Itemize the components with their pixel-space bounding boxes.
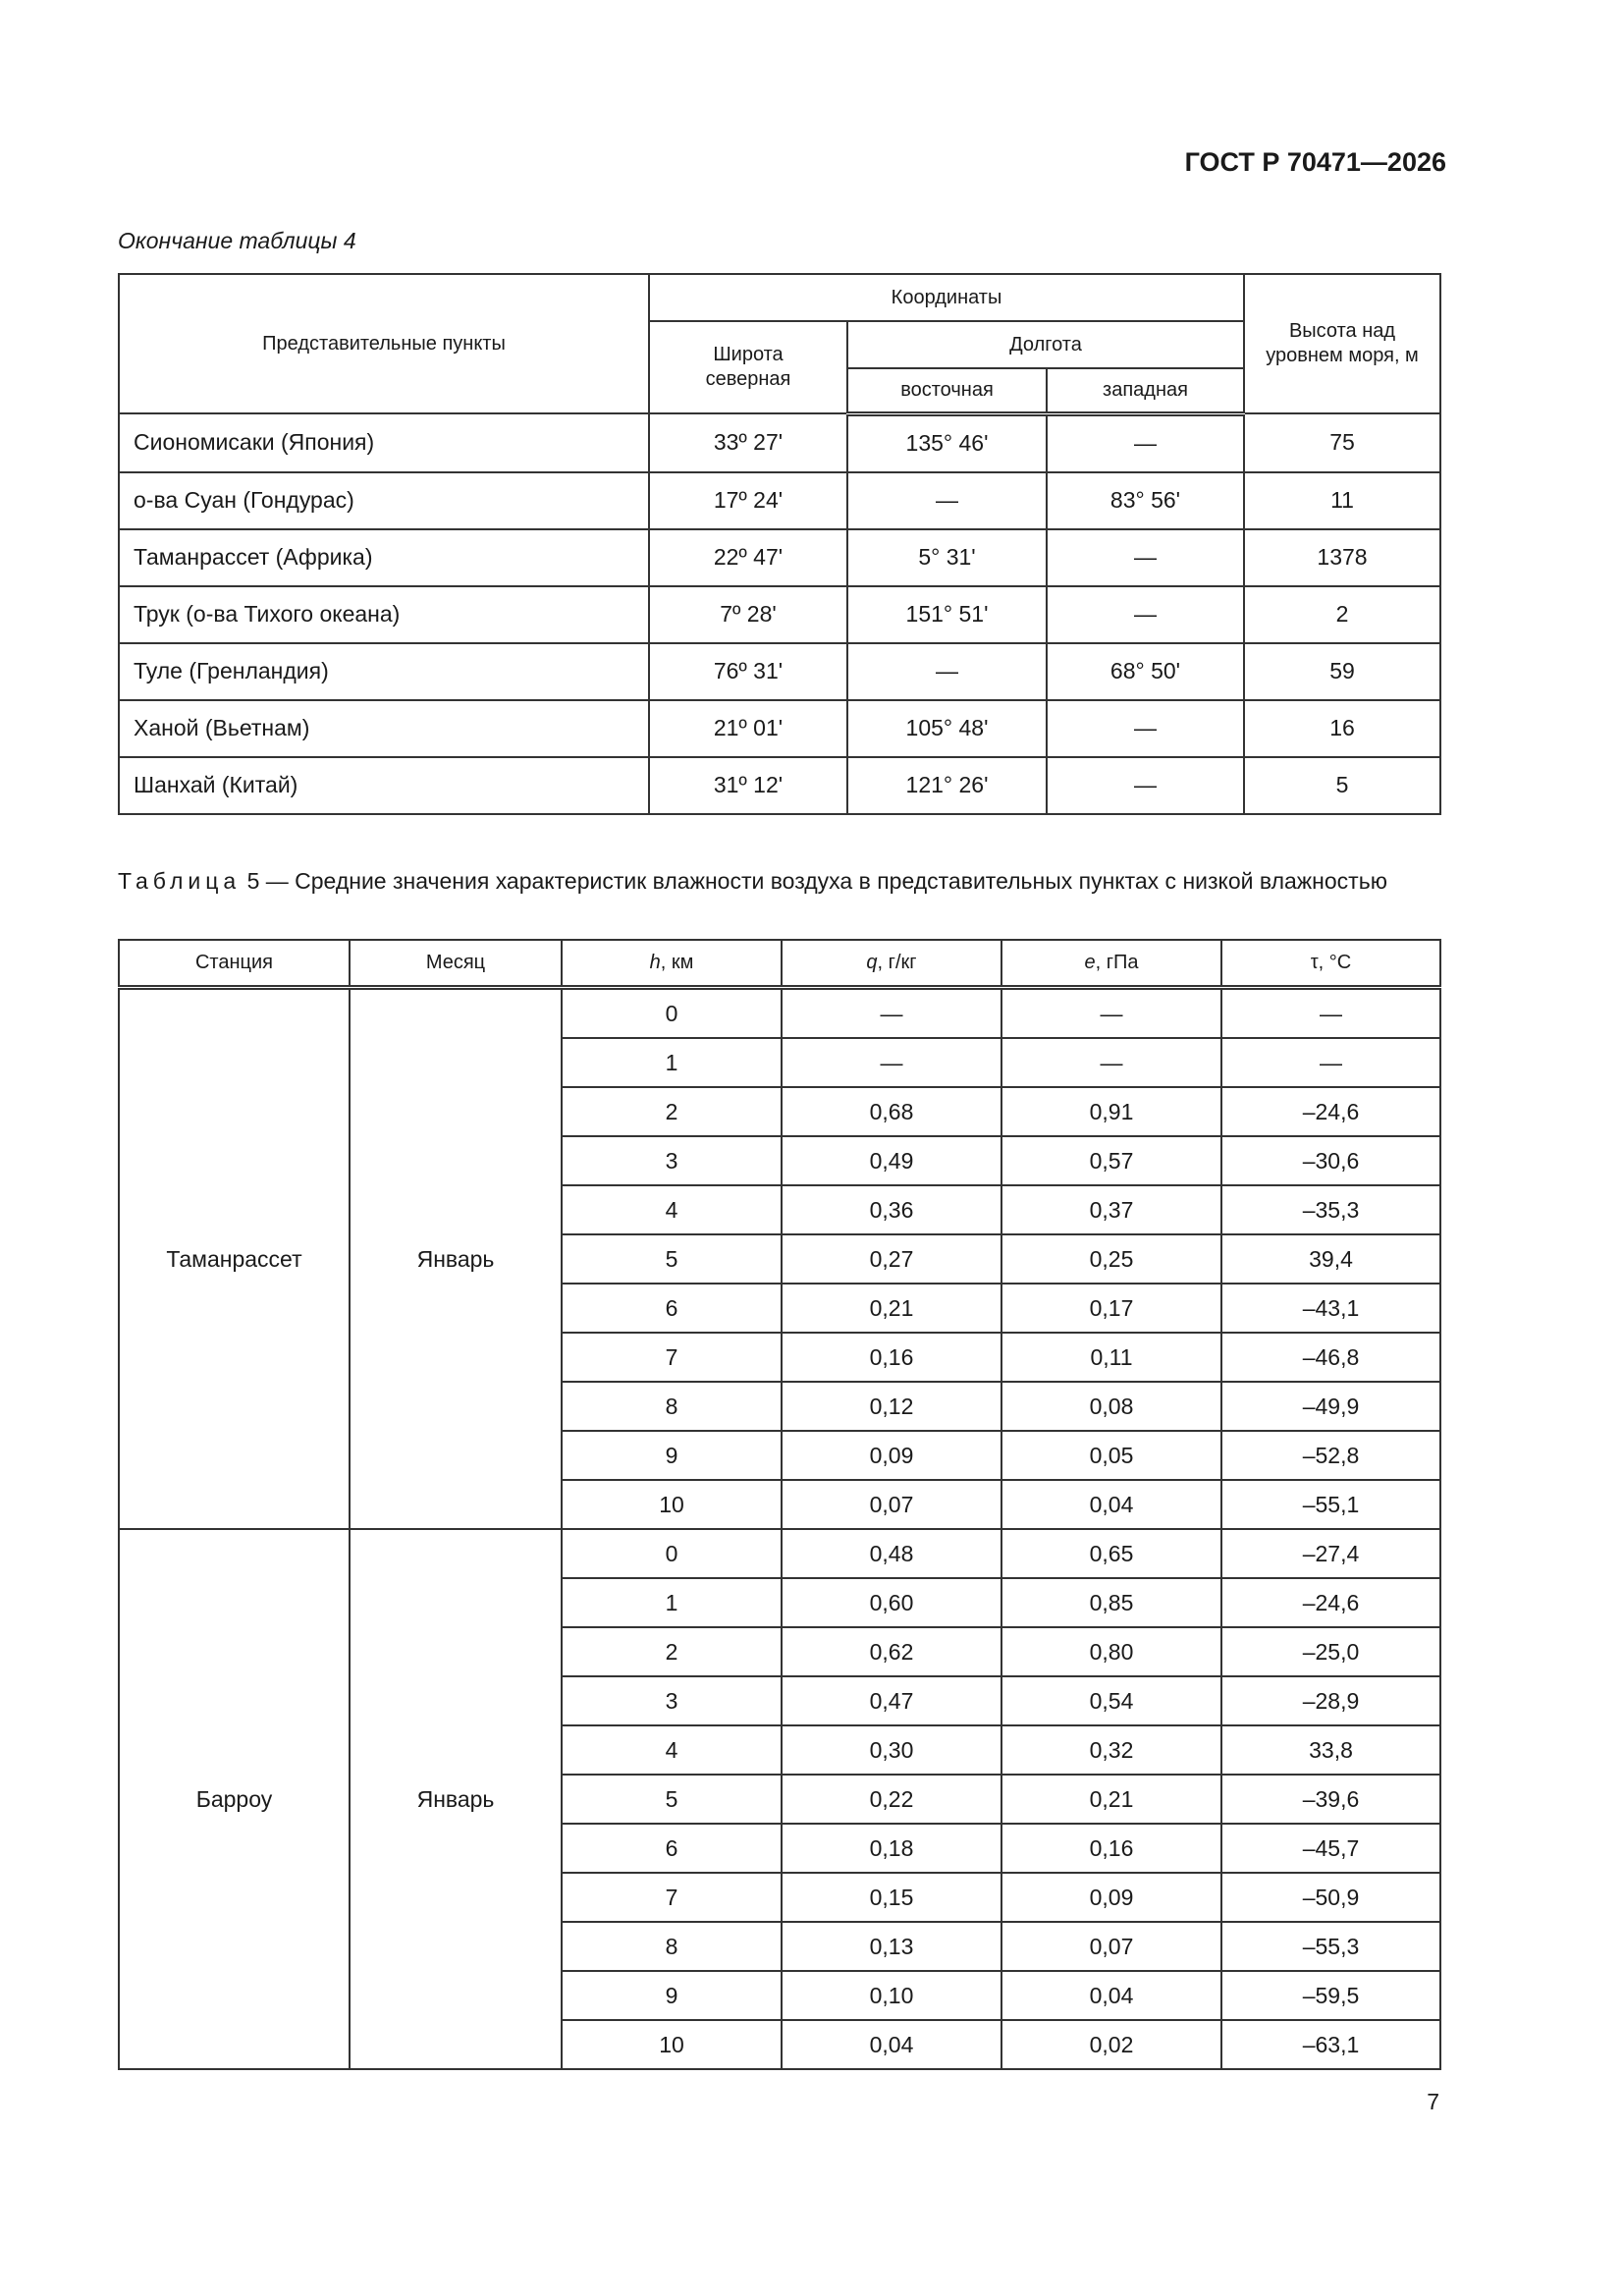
height-cell: 7 [562,1873,782,1922]
vapor-pressure-cell: 0,04 [1001,1480,1221,1529]
month-cell: Январь [350,988,562,1530]
table-row [119,988,1440,1039]
latitude-cell: 17º 24' [649,472,847,529]
vapor-pressure-cell: 0,21 [1001,1775,1221,1824]
header-points: Представительные пункты [119,274,649,413]
latitude-cell: 22º 47' [649,529,847,586]
vapor-pressure-cell: 0,25 [1001,1234,1221,1284]
height-cell: 5 [562,1775,782,1824]
specific-humidity-cell: 0,47 [782,1676,1001,1725]
height-cell: 2 [562,1087,782,1136]
height-cell: 3 [562,1136,782,1185]
specific-humidity-cell: 0,21 [782,1284,1001,1333]
vapor-pressure-cell: 0,07 [1001,1922,1221,1971]
dew-point-cell: 33,8 [1221,1725,1440,1775]
height-cell: 5 [562,1234,782,1284]
dew-point-cell: –28,9 [1221,1676,1440,1725]
dew-point-cell: –45,7 [1221,1824,1440,1873]
west-longitude-cell: — [1047,586,1244,643]
altitude-cell: 2 [1244,586,1440,643]
header-tau: τ, °С [1221,940,1440,988]
vapor-pressure-cell: 0,91 [1001,1087,1221,1136]
altitude-cell: 16 [1244,700,1440,757]
altitude-cell: 1378 [1244,529,1440,586]
dew-point-cell: –24,6 [1221,1087,1440,1136]
table-row [119,643,1440,700]
table-row [119,586,1440,643]
specific-humidity-cell: 0,07 [782,1480,1001,1529]
dew-point-cell: –59,5 [1221,1971,1440,2020]
specific-humidity-cell: 0,30 [782,1725,1001,1775]
vapor-pressure-cell: 0,09 [1001,1873,1221,1922]
specific-humidity-cell: 0,62 [782,1627,1001,1676]
west-longitude-cell: 68° 50' [1047,643,1244,700]
point-name: Трук (о-ва Тихого океана) [119,586,649,643]
west-longitude-cell: 83° 56' [1047,472,1244,529]
specific-humidity-cell: 0,27 [782,1234,1001,1284]
header-month: Месяц [350,940,562,988]
specific-humidity-cell: 0,10 [782,1971,1001,2020]
vapor-pressure-cell: — [1001,988,1221,1039]
vapor-pressure-cell: 0,80 [1001,1627,1221,1676]
height-cell: 2 [562,1627,782,1676]
point-name: Таманрассет (Африка) [119,529,649,586]
dew-point-cell: –49,9 [1221,1382,1440,1431]
west-longitude-cell: — [1047,529,1244,586]
dew-point-cell: –35,3 [1221,1185,1440,1234]
dew-point-cell: –55,3 [1221,1922,1440,1971]
height-cell: 8 [562,1922,782,1971]
latitude-cell: 33º 27' [649,413,847,472]
vapor-pressure-cell: — [1001,1038,1221,1087]
station-cell: Барроу [119,1529,350,2069]
table5-caption [118,867,1439,896]
specific-humidity-cell: 0,36 [782,1185,1001,1234]
latitude-cell: 31º 12' [649,757,847,814]
east-longitude-cell: 105° 48' [847,700,1047,757]
altitude-cell: 59 [1244,643,1440,700]
east-longitude-cell: 121° 26' [847,757,1047,814]
table-5 [118,939,1441,2070]
header-latitude: Широта северная [649,321,847,413]
specific-humidity-cell: 0,18 [782,1824,1001,1873]
dew-point-cell: 39,4 [1221,1234,1440,1284]
point-name: о-ва Суан (Гондурас) [119,472,649,529]
header-longitude: Долгота [847,321,1244,368]
dew-point-cell: –24,6 [1221,1578,1440,1627]
table-row [119,700,1440,757]
table5-caption-text: 5 — Средние значения характеристик влажности воздуха в представительных пунктах с низкой влажностью [246,868,1387,894]
dew-point-cell: –39,6 [1221,1775,1440,1824]
dew-point-cell: –30,6 [1221,1136,1440,1185]
vapor-pressure-cell: 0,02 [1001,2020,1221,2069]
height-cell: 4 [562,1725,782,1775]
header-west: западная [1047,368,1244,413]
west-longitude-cell: — [1047,700,1244,757]
altitude-cell: 75 [1244,413,1440,472]
height-cell: 7 [562,1333,782,1382]
header-station: Станция [119,940,350,988]
vapor-pressure-cell: 0,08 [1001,1382,1221,1431]
dew-point-cell: –52,8 [1221,1431,1440,1480]
dew-point-cell: –27,4 [1221,1529,1440,1578]
page-number: 7 [1427,2089,1439,2114]
month-cell: Январь [350,1529,562,2069]
vapor-pressure-cell: 0,16 [1001,1824,1221,1873]
altitude-cell: 5 [1244,757,1440,814]
latitude-cell: 7º 28' [649,586,847,643]
specific-humidity-cell: 0,48 [782,1529,1001,1578]
vapor-pressure-cell: 0,57 [1001,1136,1221,1185]
specific-humidity-cell: 0,60 [782,1578,1001,1627]
height-cell: 3 [562,1676,782,1725]
vapor-pressure-cell: 0,37 [1001,1185,1221,1234]
table-row [119,472,1440,529]
table-row [119,757,1440,814]
specific-humidity-cell: 0,68 [782,1087,1001,1136]
table-row [119,529,1440,586]
header-coordinates: Координаты [649,274,1244,321]
dew-point-cell: –25,0 [1221,1627,1440,1676]
height-cell: 6 [562,1284,782,1333]
specific-humidity-cell: — [782,1038,1001,1087]
dew-point-cell: –50,9 [1221,1873,1440,1922]
dew-point-cell: — [1221,988,1440,1039]
east-longitude-cell: 151° 51' [847,586,1047,643]
height-cell: 9 [562,1971,782,2020]
height-cell: 4 [562,1185,782,1234]
specific-humidity-cell: 0,49 [782,1136,1001,1185]
point-name: Туле (Гренландия) [119,643,649,700]
specific-humidity-cell: 0,13 [782,1922,1001,1971]
specific-humidity-cell: 0,12 [782,1382,1001,1431]
table-4 [118,273,1441,815]
header-e: e, гПа [1001,940,1221,988]
height-cell: 10 [562,2020,782,2069]
vapor-pressure-cell: 0,04 [1001,1971,1221,2020]
vapor-pressure-cell: 0,17 [1001,1284,1221,1333]
vapor-pressure-cell: 0,65 [1001,1529,1221,1578]
height-cell: 9 [562,1431,782,1480]
specific-humidity-cell: 0,16 [782,1333,1001,1382]
west-longitude-cell: — [1047,757,1244,814]
point-name: Сиономисаки (Япония) [119,413,649,472]
point-name: Ханой (Вьетнам) [119,700,649,757]
dew-point-cell: — [1221,1038,1440,1087]
table-row [119,1529,1440,1578]
latitude-cell: 21º 01' [649,700,847,757]
vapor-pressure-cell: 0,85 [1001,1578,1221,1627]
specific-humidity-cell: 0,09 [782,1431,1001,1480]
vapor-pressure-cell: 0,11 [1001,1333,1221,1382]
west-longitude-cell: — [1047,413,1244,472]
point-name: Шанхай (Китай) [119,757,649,814]
table5-caption-label: Таблица [118,868,242,894]
height-cell: 0 [562,988,782,1039]
vapor-pressure-cell: 0,54 [1001,1676,1221,1725]
header-h: h, км [562,940,782,988]
dew-point-cell: –43,1 [1221,1284,1440,1333]
document-code: ГОСТ Р 70471—2026 [1184,147,1446,177]
vapor-pressure-cell: 0,05 [1001,1431,1221,1480]
station-cell: Таманрассет [119,988,350,1530]
dew-point-cell: –46,8 [1221,1333,1440,1382]
latitude-cell: 76º 31' [649,643,847,700]
height-cell: 8 [562,1382,782,1431]
table4-caption: Окончание таблицы 4 [118,228,356,253]
height-cell: 1 [562,1038,782,1087]
header-east: восточная [847,368,1047,413]
east-longitude-cell: 135° 46' [847,413,1047,472]
specific-humidity-cell: 0,22 [782,1775,1001,1824]
specific-humidity-cell: 0,15 [782,1873,1001,1922]
dew-point-cell: –63,1 [1221,2020,1440,2069]
height-cell: 10 [562,1480,782,1529]
header-altitude: Высота над уровнем моря, м [1244,274,1440,413]
table-row [119,413,1440,472]
vapor-pressure-cell: 0,32 [1001,1725,1221,1775]
height-cell: 0 [562,1529,782,1578]
height-cell: 6 [562,1824,782,1873]
dew-point-cell: –55,1 [1221,1480,1440,1529]
height-cell: 1 [562,1578,782,1627]
header-q: q, г/кг [782,940,1001,988]
altitude-cell: 11 [1244,472,1440,529]
specific-humidity-cell: — [782,988,1001,1039]
east-longitude-cell: 5° 31' [847,529,1047,586]
east-longitude-cell: — [847,643,1047,700]
specific-humidity-cell: 0,04 [782,2020,1001,2069]
east-longitude-cell: — [847,472,1047,529]
